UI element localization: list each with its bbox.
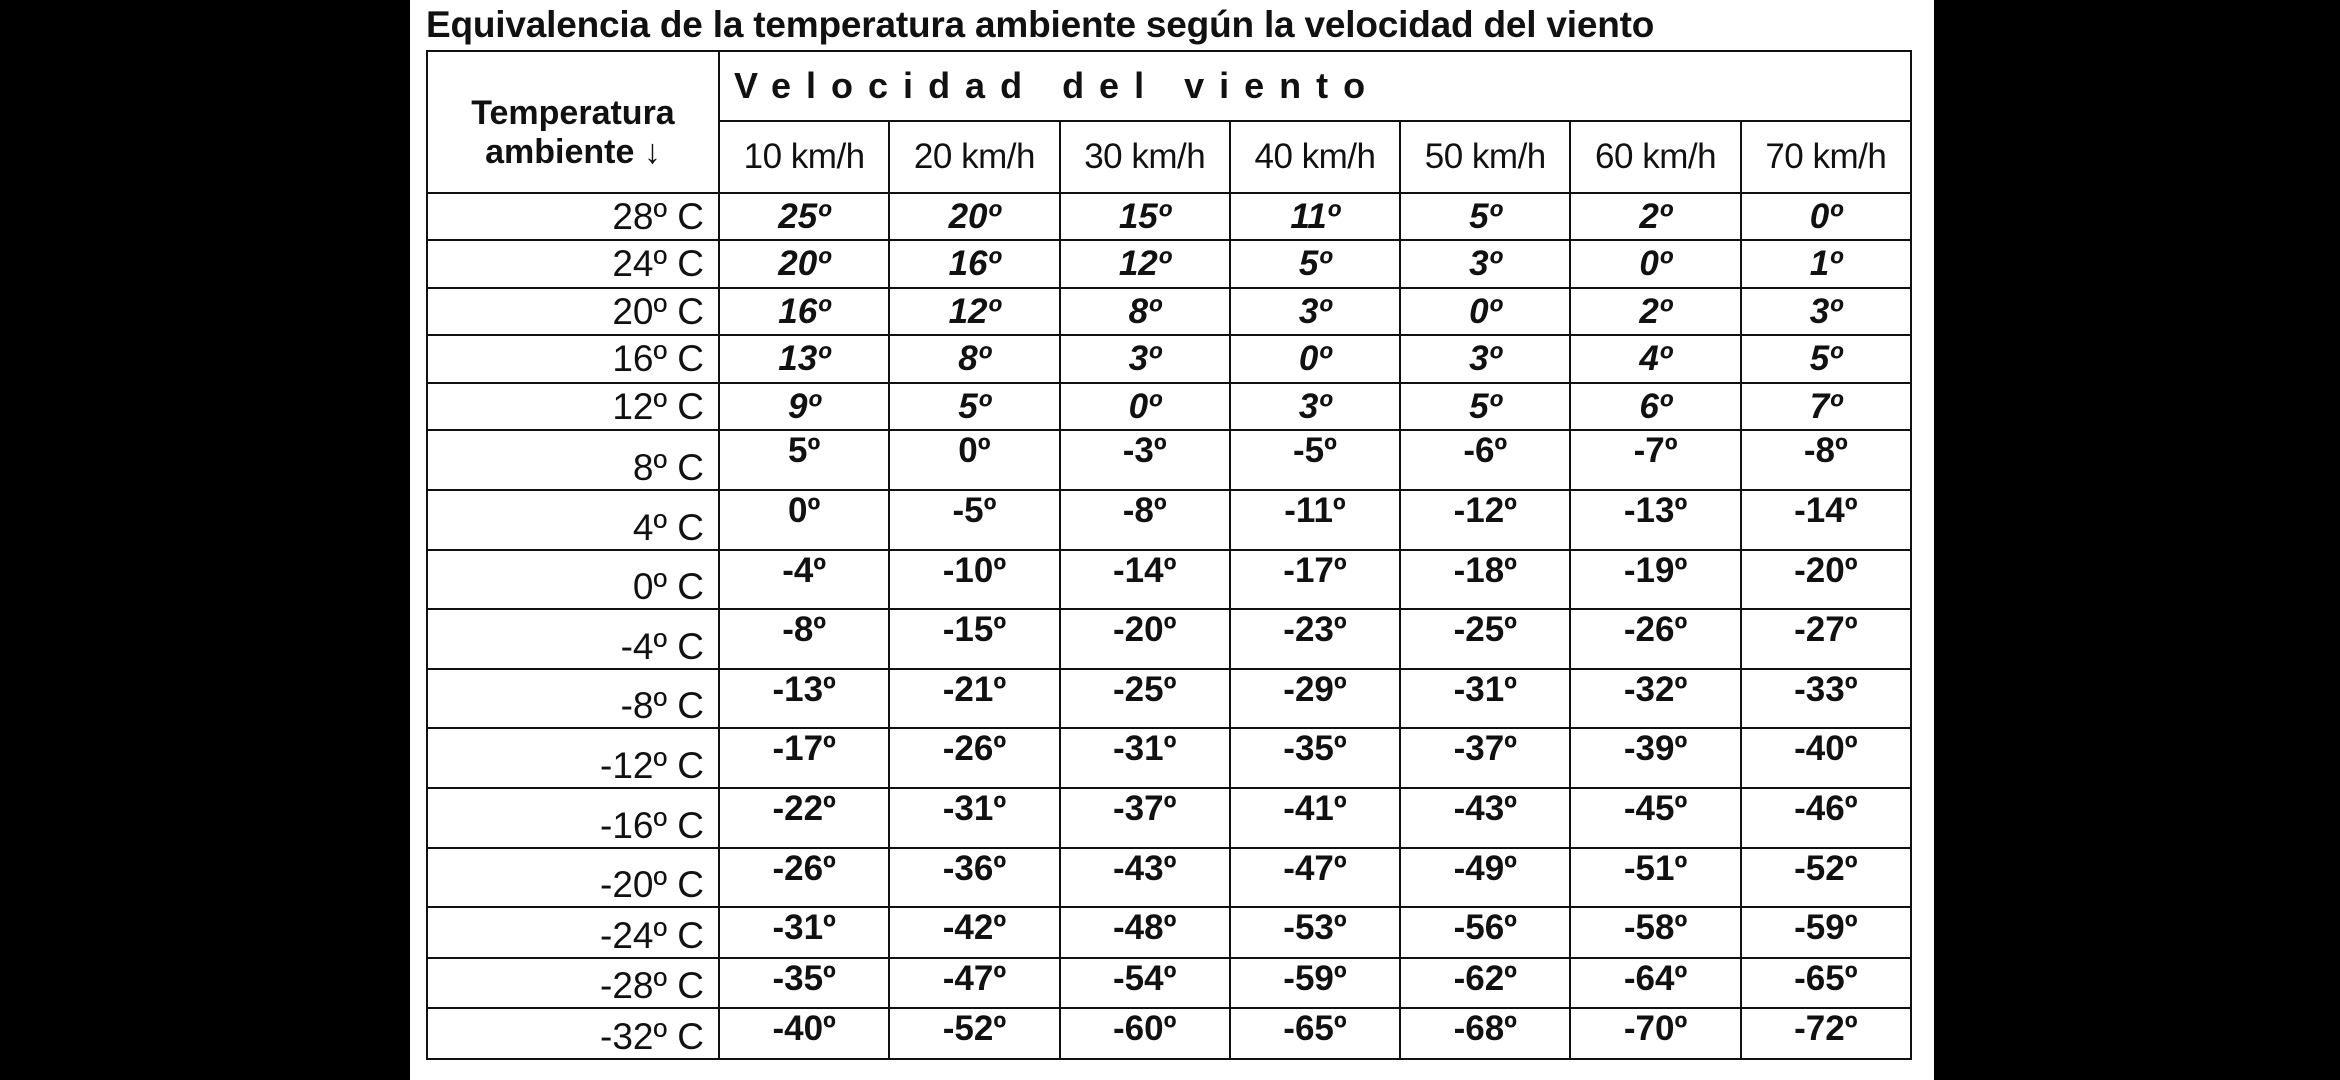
ambient-temperature-cell: 28º C (427, 193, 719, 240)
wind-chill-value-cell: -17º (719, 728, 889, 788)
table-row (427, 193, 1911, 240)
ambient-temperature-cell: -32º C (427, 1008, 719, 1059)
wind-chill-value-cell: -52º (889, 1008, 1059, 1059)
wind-chill-value-cell: -70º (1570, 1008, 1740, 1059)
wind-chill-value-cell: 0º (1060, 383, 1230, 430)
wind-chill-value-cell: 16º (889, 240, 1059, 287)
wind-chill-value-cell: 1º (1741, 240, 1911, 287)
wind-chill-value-cell: -10º (889, 550, 1059, 610)
ambient-temperature-cell: -4º C (427, 609, 719, 669)
document-page (410, 0, 1934, 1080)
wind-chill-value-cell: -18º (1400, 550, 1570, 610)
ambient-temperature-cell: -16º C (427, 788, 719, 848)
wind-chill-value-cell: -21º (889, 669, 1059, 729)
wind-chill-value-cell: -7º (1570, 430, 1740, 490)
wind-chill-value-cell: -26º (1570, 609, 1740, 669)
temperature-header-line1: Temperatura (471, 93, 675, 132)
speed-header-cell: 10 km/h (719, 121, 889, 193)
wind-chill-value-cell: -72º (1741, 1008, 1911, 1059)
temperature-header-line2: ambiente (485, 133, 635, 171)
table-row (427, 669, 1911, 729)
wind-chill-value-cell: -23º (1230, 609, 1400, 669)
ambient-temperature-cell: 24º C (427, 240, 719, 287)
wind-chill-value-cell: 20º (719, 240, 889, 287)
wind-chill-value-cell: 5º (889, 383, 1059, 430)
wind-chill-value-cell: -8º (1060, 490, 1230, 550)
wind-chill-value-cell: 0º (1230, 335, 1400, 382)
table-row (427, 490, 1911, 550)
wind-chill-value-cell: 2º (1570, 193, 1740, 240)
ambient-temperature-cell: -8º C (427, 669, 719, 729)
wind-chill-value-cell: 2º (1570, 288, 1740, 335)
wind-chill-value-cell: -53º (1230, 907, 1400, 958)
wind-chill-value-cell: 16º (719, 288, 889, 335)
wind-chill-value-cell: -41º (1230, 788, 1400, 848)
wind-chill-value-cell: -4º (719, 550, 889, 610)
wind-chill-table (426, 50, 1912, 1060)
ambient-temperature-cell: 16º C (427, 335, 719, 382)
wind-chill-value-cell: -13º (1570, 490, 1740, 550)
wind-chill-value-cell: 9º (719, 383, 889, 430)
wind-chill-value-cell: 6º (1570, 383, 1740, 430)
wind-chill-value-cell: -3º (1060, 430, 1230, 490)
wind-chill-value-cell: 4º (1570, 335, 1740, 382)
wind-chill-value-cell: -43º (1400, 788, 1570, 848)
wind-chill-value-cell: 3º (1400, 240, 1570, 287)
wind-chill-value-cell: 0º (719, 490, 889, 550)
ambient-temperature-cell: -20º C (427, 848, 719, 908)
wind-chill-value-cell: -31º (719, 907, 889, 958)
ambient-temperature-cell: 12º C (427, 383, 719, 430)
wind-chill-value-cell: -62º (1400, 958, 1570, 1009)
speed-header-cell: 20 km/h (889, 121, 1059, 193)
wind-chill-value-cell: 0º (1741, 193, 1911, 240)
wind-chill-value-cell: -8º (719, 609, 889, 669)
speed-header-cell: 30 km/h (1060, 121, 1230, 193)
wind-chill-value-cell: -46º (1741, 788, 1911, 848)
wind-speed-header: Velocidad del viento (719, 51, 1911, 121)
down-arrow-icon: ↓ (643, 133, 661, 171)
table-row (427, 335, 1911, 382)
wind-chill-value-cell: -31º (889, 788, 1059, 848)
wind-chill-value-cell: -33º (1741, 669, 1911, 729)
table-row (427, 609, 1911, 669)
wind-chill-value-cell: -35º (719, 958, 889, 1009)
wind-chill-value-cell: -15º (889, 609, 1059, 669)
wind-chill-value-cell: 25º (719, 193, 889, 240)
wind-chill-value-cell: -31º (1400, 669, 1570, 729)
wind-chill-value-cell: -25º (1400, 609, 1570, 669)
wind-chill-value-cell: -54º (1060, 958, 1230, 1009)
wind-chill-value-cell: -17º (1230, 550, 1400, 610)
wind-chill-value-cell: -40º (719, 1008, 889, 1059)
wind-chill-value-cell: -58º (1570, 907, 1740, 958)
wind-chill-value-cell: 3º (1230, 288, 1400, 335)
wind-chill-value-cell: -51º (1570, 848, 1740, 908)
table-row (427, 430, 1911, 490)
wind-chill-value-cell: -56º (1400, 907, 1570, 958)
wind-chill-value-cell: -39º (1570, 728, 1740, 788)
wind-chill-value-cell: -47º (889, 958, 1059, 1009)
table-row (427, 288, 1911, 335)
wind-chill-value-cell: -27º (1741, 609, 1911, 669)
wind-chill-value-cell: 20º (889, 193, 1059, 240)
wind-chill-value-cell: 0º (1570, 240, 1740, 287)
speed-header-cell: 40 km/h (1230, 121, 1400, 193)
wind-chill-value-cell: -20º (1741, 550, 1911, 610)
wind-chill-value-cell: -35º (1230, 728, 1400, 788)
speed-header-cell: 70 km/h (1741, 121, 1911, 193)
wind-chill-value-cell: -37º (1060, 788, 1230, 848)
wind-chill-value-cell: -68º (1400, 1008, 1570, 1059)
table-row (427, 907, 1911, 958)
table-row (427, 958, 1911, 1009)
wind-chill-value-cell: 8º (1060, 288, 1230, 335)
wind-chill-value-cell: -40º (1741, 728, 1911, 788)
wind-chill-value-cell: 12º (1060, 240, 1230, 287)
wind-chill-value-cell: -5º (1230, 430, 1400, 490)
wind-chill-value-cell: 3º (1400, 335, 1570, 382)
wind-chill-value-cell: -13º (719, 669, 889, 729)
wind-chill-value-cell: 5º (1400, 383, 1570, 430)
wind-chill-value-cell: -48º (1060, 907, 1230, 958)
wind-chill-value-cell: -47º (1230, 848, 1400, 908)
wind-chill-value-cell: 5º (719, 430, 889, 490)
wind-chill-value-cell: 3º (1230, 383, 1400, 430)
wind-chill-value-cell: -43º (1060, 848, 1230, 908)
table-row (427, 1008, 1911, 1059)
wind-chill-value-cell: -19º (1570, 550, 1740, 610)
wind-chill-value-cell: -36º (889, 848, 1059, 908)
speed-header-cell: 50 km/h (1400, 121, 1570, 193)
speed-header-cell: 60 km/h (1570, 121, 1740, 193)
wind-chill-value-cell: 0º (889, 430, 1059, 490)
table-row (427, 383, 1911, 430)
wind-chill-value-cell: 12º (889, 288, 1059, 335)
wind-chill-value-cell: 13º (719, 335, 889, 382)
ambient-temperature-cell: 4º C (427, 490, 719, 550)
table-row (427, 848, 1911, 908)
wind-chill-value-cell: -59º (1230, 958, 1400, 1009)
ambient-temperature-cell: -12º C (427, 728, 719, 788)
wind-chill-value-cell: -25º (1060, 669, 1230, 729)
wind-chill-value-cell: 5º (1230, 240, 1400, 287)
wind-chill-value-cell: -32º (1570, 669, 1740, 729)
ambient-temperature-cell: -24º C (427, 907, 719, 958)
wind-chill-value-cell: -52º (1741, 848, 1911, 908)
table-row (427, 550, 1911, 610)
wind-chill-value-cell: 7º (1741, 383, 1911, 430)
wind-chill-value-cell: -22º (719, 788, 889, 848)
wind-chill-value-cell: 3º (1060, 335, 1230, 382)
wind-chill-value-cell: -49º (1400, 848, 1570, 908)
wind-chill-value-cell: -6º (1400, 430, 1570, 490)
wind-chill-value-cell: -20º (1060, 609, 1230, 669)
ambient-temperature-cell: 8º C (427, 430, 719, 490)
wind-chill-value-cell: -45º (1570, 788, 1740, 848)
temperature-header (427, 51, 719, 193)
wind-chill-value-cell: -26º (889, 728, 1059, 788)
ambient-temperature-cell: 0º C (427, 550, 719, 610)
wind-chill-value-cell: 3º (1741, 288, 1911, 335)
wind-chill-value-cell: 5º (1741, 335, 1911, 382)
wind-chill-value-cell: -26º (719, 848, 889, 908)
wind-chill-value-cell: -60º (1060, 1008, 1230, 1059)
wind-chill-value-cell: 0º (1400, 288, 1570, 335)
wind-chill-value-cell: -64º (1570, 958, 1740, 1009)
wind-chill-value-cell: -42º (889, 907, 1059, 958)
table-row (427, 728, 1911, 788)
wind-chill-value-cell: -5º (889, 490, 1059, 550)
wind-chill-value-cell: 8º (889, 335, 1059, 382)
wind-chill-value-cell: -11º (1230, 490, 1400, 550)
wind-chill-value-cell: -65º (1741, 958, 1911, 1009)
wind-chill-value-cell: -37º (1400, 728, 1570, 788)
wind-chill-value-cell: 11º (1230, 193, 1400, 240)
wind-chill-value-cell: -59º (1741, 907, 1911, 958)
table-row (427, 240, 1911, 287)
wind-chill-value-cell: 5º (1400, 193, 1570, 240)
page-title: Equivalencia de la temperatura ambiente según la velocidad del viento (426, 4, 1655, 45)
wind-chill-value-cell: -65º (1230, 1008, 1400, 1059)
table-row (427, 788, 1911, 848)
wind-chill-value-cell: -14º (1741, 490, 1911, 550)
ambient-temperature-cell: -28º C (427, 958, 719, 1009)
ambient-temperature-cell: 20º C (427, 288, 719, 335)
wind-chill-value-cell: -31º (1060, 728, 1230, 788)
wind-chill-value-cell: -8º (1741, 430, 1911, 490)
wind-chill-value-cell: -12º (1400, 490, 1570, 550)
wind-chill-value-cell: 15º (1060, 193, 1230, 240)
wind-chill-value-cell: -29º (1230, 669, 1400, 729)
wind-chill-value-cell: -14º (1060, 550, 1230, 610)
